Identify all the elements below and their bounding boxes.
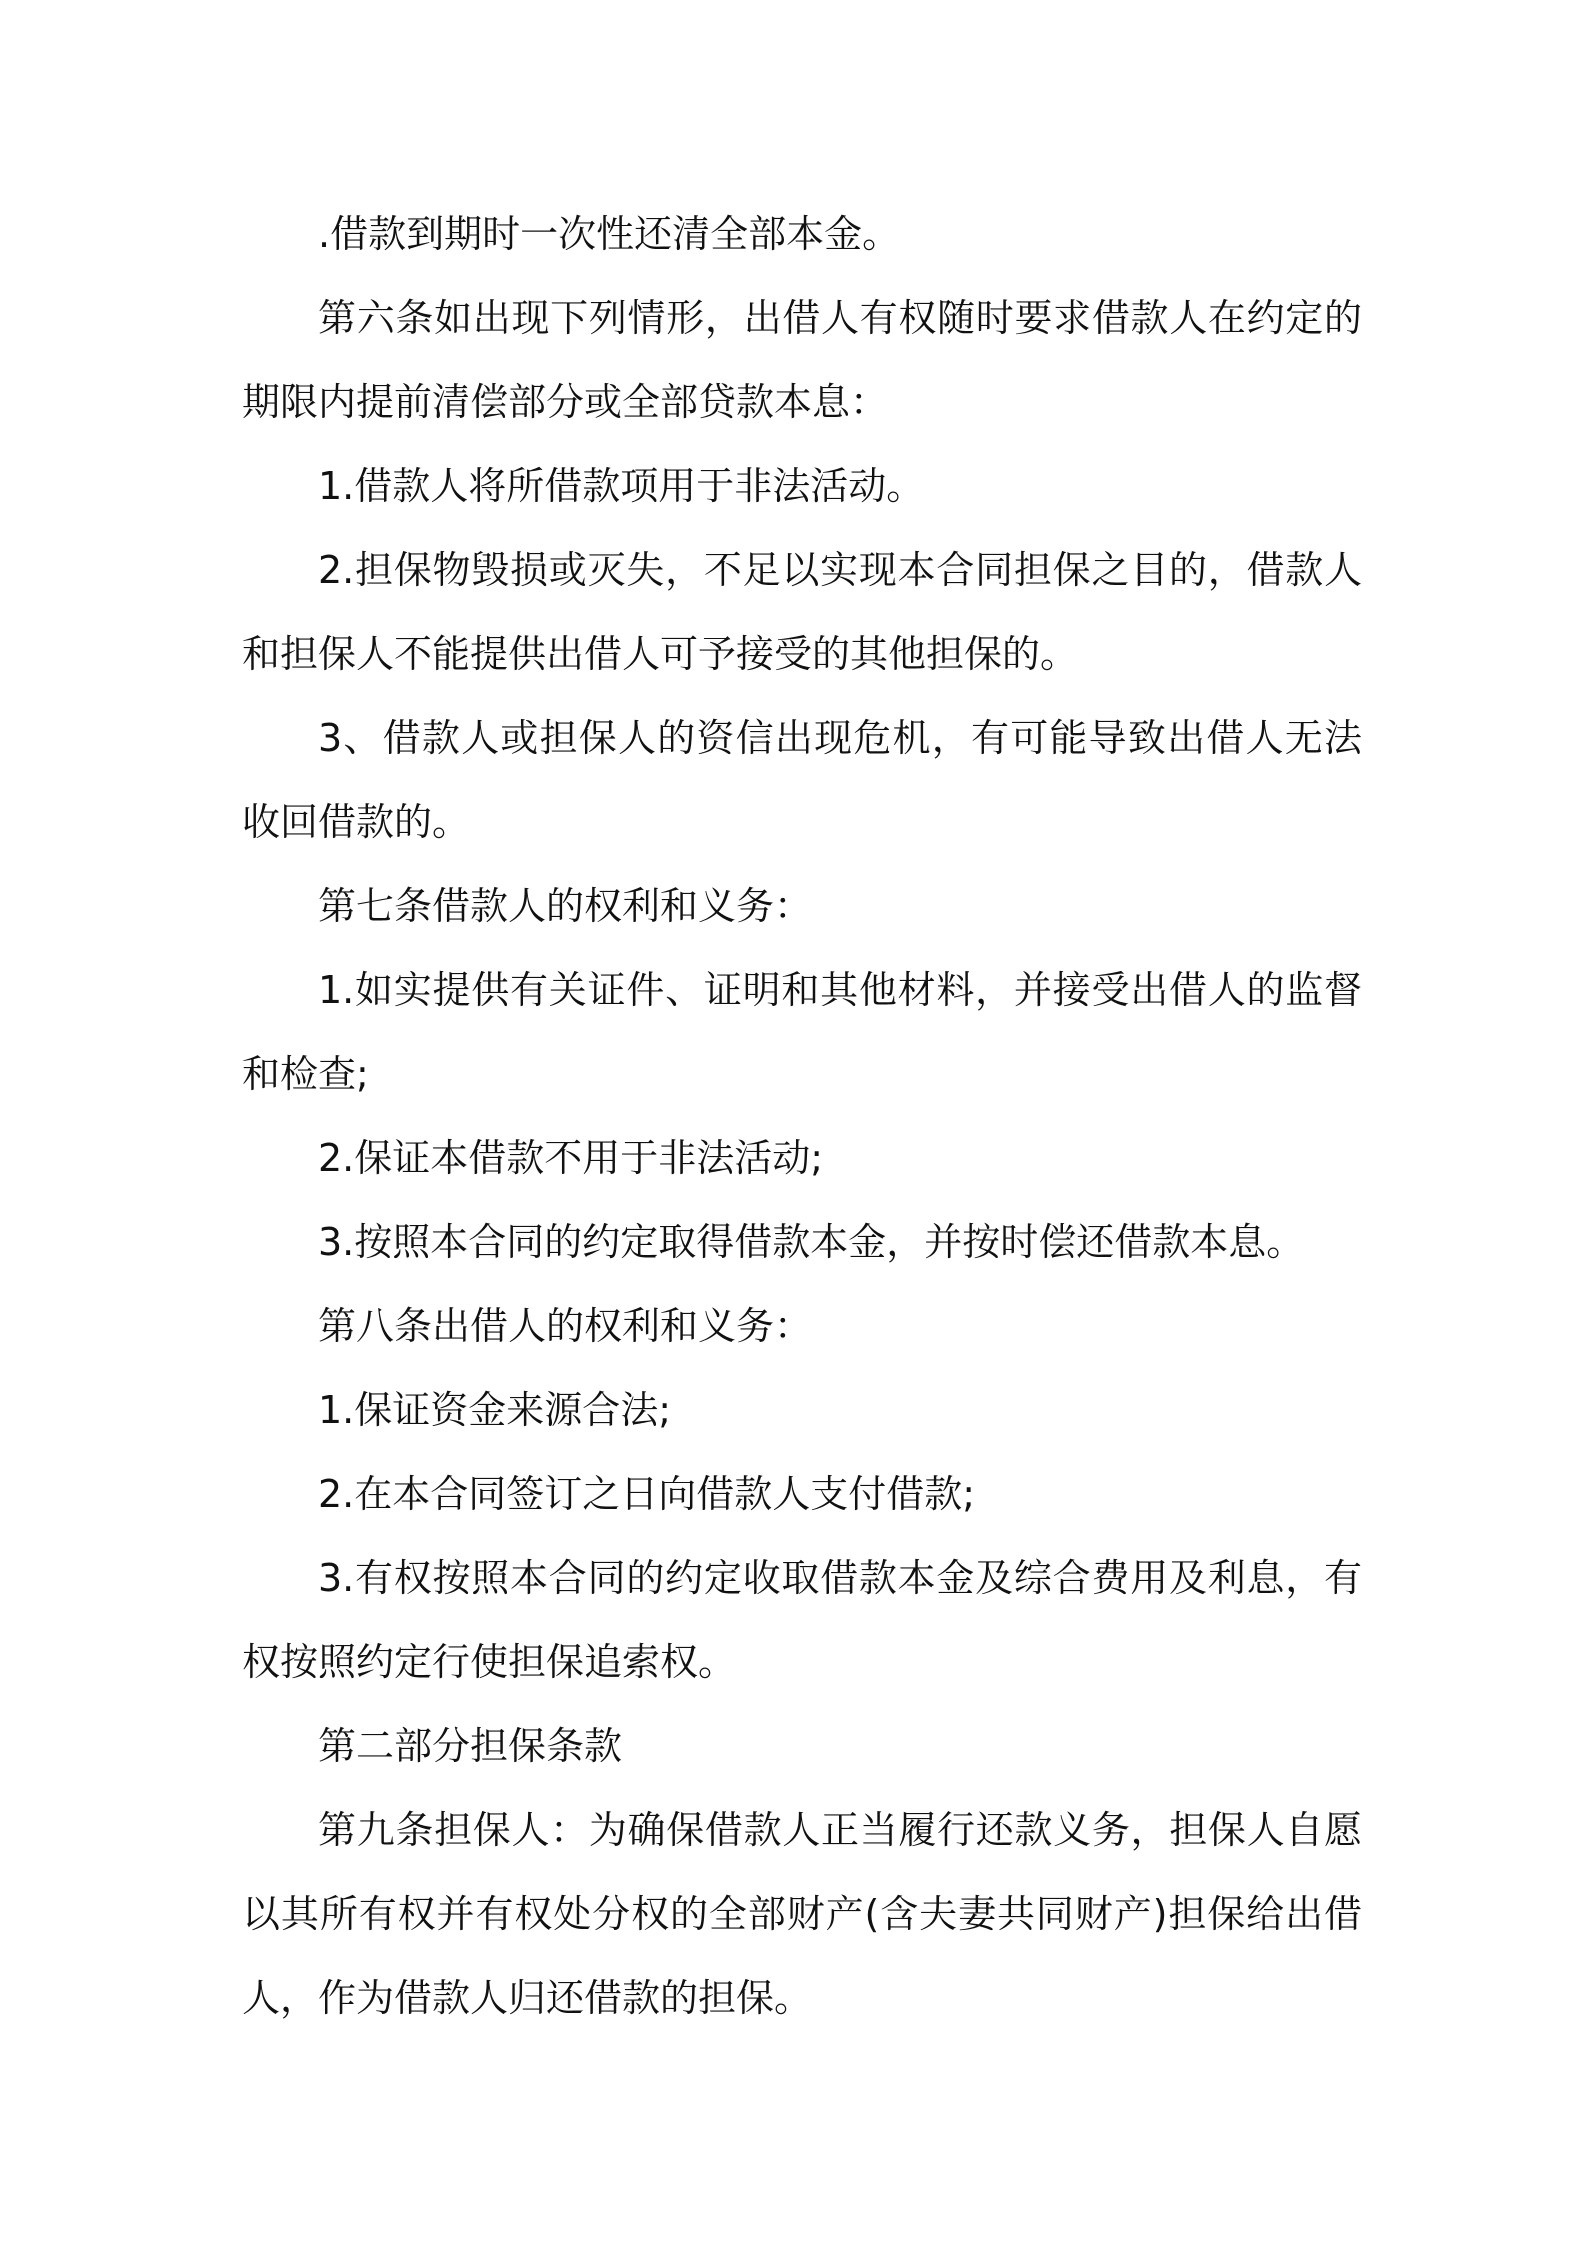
paragraph-article-7: 第七条借款人的权利和义务： — [318, 884, 813, 928]
paragraph-article-6: 第六条如出现下列情形，出借人有权随时要求借款人在约定的期限内提前清偿部分或全部贷款本息： — [242, 296, 1362, 424]
paragraph-article-6-item-2: 2.担保物毁损或灭失，不足以实现本合同担保之目的，借款人和担保人不能提供出借人可予接受的其他担保的。 — [242, 548, 1362, 676]
paragraph-principal-repayment: .借款到期时一次性还清全部本金。 — [318, 212, 901, 256]
contract-body — [242, 192, 1362, 2040]
paragraph-article-8: 第八条出借人的权利和义务： — [318, 1304, 813, 1348]
paragraph-article-6-item-3: 3、借款人或担保人的资信出现危机，有可能导致出借人无法收回借款的。 — [242, 716, 1362, 844]
paragraph-part-2-heading: 第二部分担保条款 — [318, 1724, 623, 1768]
paragraph-article-7-item-2: 2.保证本借款不用于非法活动; — [318, 1136, 824, 1180]
paragraph-article-8-item-3: 3.有权按照本合同的约定收取借款本金及综合费用及利息，有权按照约定行使担保追索权。 — [242, 1556, 1362, 1684]
paragraph-article-8-item-1: 1.保证资金来源合法; — [318, 1388, 672, 1432]
paragraph-article-9: 第九条担保人：为确保借款人正当履行还款义务，担保人自愿以其所有权并有权处分权的全部财产(含夫妻共同财产)担保给出借人，作为借款人归还借款的担保。 — [242, 1808, 1362, 2020]
paragraph-article-7-item-3: 3.按照本合同的约定取得借款本金，并按时偿还借款本息。 — [318, 1220, 1305, 1264]
paragraph-article-8-item-2: 2.在本合同签订之日向借款人支付借款; — [318, 1472, 976, 1516]
paragraph-article-6-item-1: 1.借款人将所借款项用于非法活动。 — [318, 464, 925, 508]
paragraph-article-7-item-1: 1.如实提供有关证件、证明和其他材料，并接受出借人的监督和检查; — [242, 968, 1362, 1096]
